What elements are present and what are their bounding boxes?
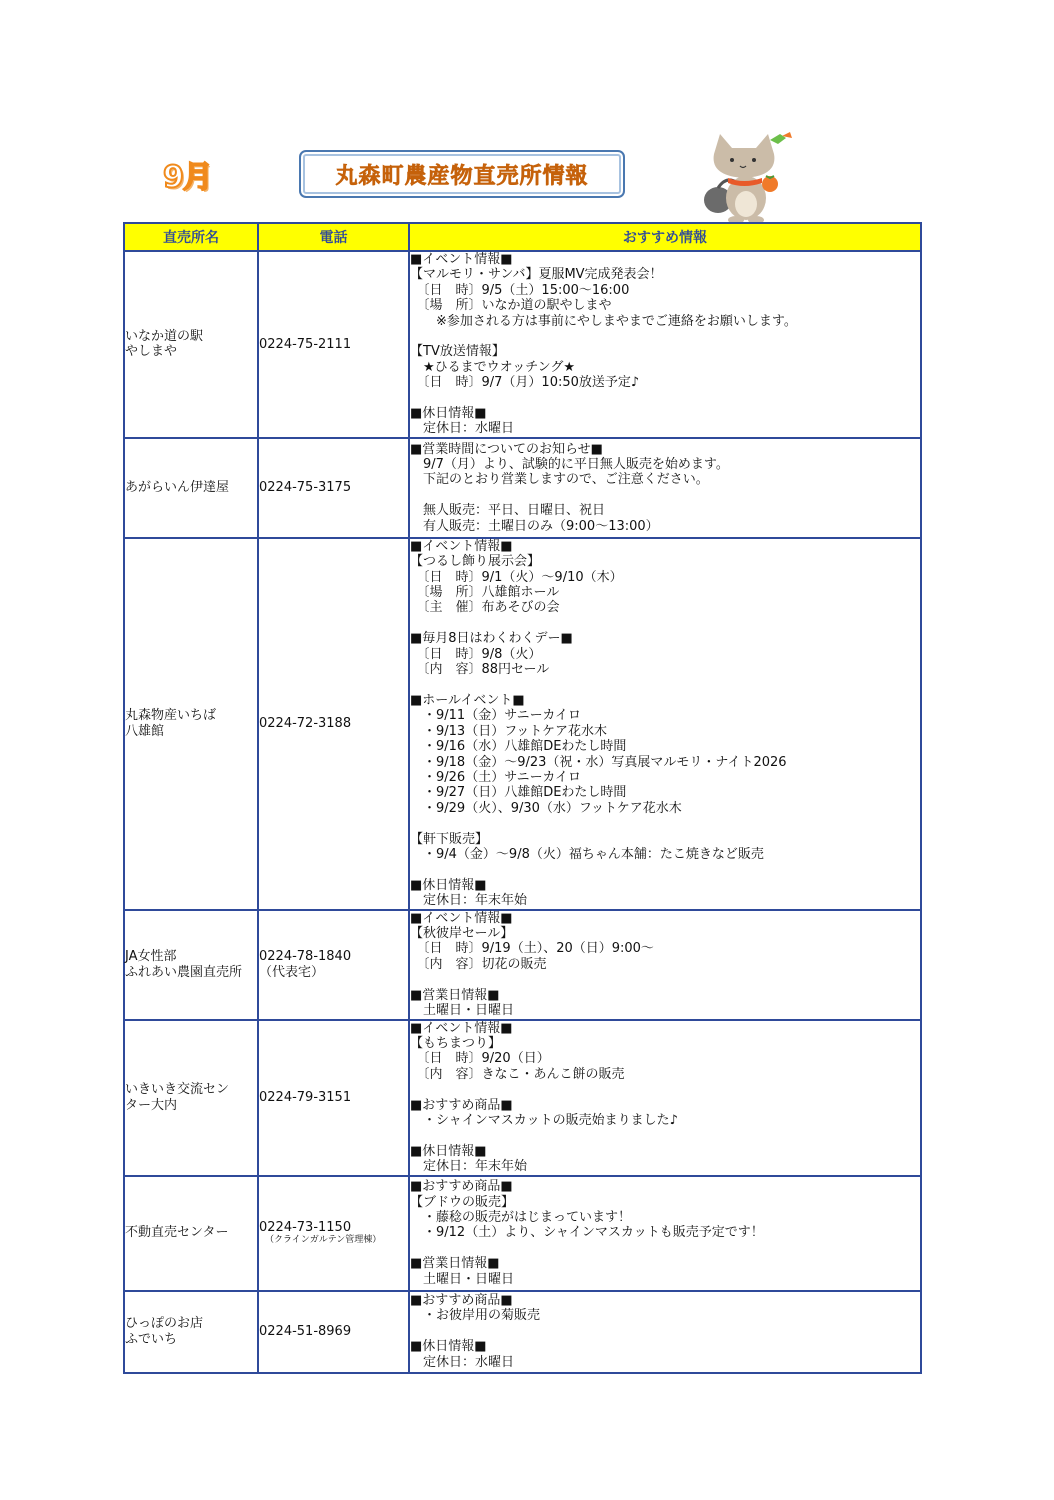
info-line: 定休日：年末年始 — [410, 1159, 528, 1175]
store-phone — [258, 251, 409, 438]
info-line: 土曜日・日曜日 — [410, 1003, 515, 1019]
store-phone — [258, 538, 409, 910]
info-line: 無人販売：平日、日曜日、祝日 — [410, 503, 606, 519]
column-header-info: おすすめ情報 — [409, 223, 921, 251]
info-line: ■イベント情報■ — [410, 252, 513, 267]
month-label: 9月 — [163, 160, 212, 195]
phone-number: 0224-75-3175 — [259, 480, 352, 496]
recommendation-info — [409, 251, 921, 438]
table-row — [124, 251, 921, 438]
info-line: ■休日情報■ — [410, 1339, 487, 1355]
info-line: 〔場 所〕いなか道の駅やしまや — [410, 298, 612, 314]
info-line: 9/7（月）より、試験的に平日無人販売を始めます。 — [410, 457, 729, 473]
store-name-line: ター大内 — [125, 1097, 178, 1113]
recommendation-info — [409, 1176, 921, 1291]
info-line: ・藤稔の販売がはじまっています！ — [410, 1209, 632, 1225]
info-line: ■毎月8日はわくわくデー■ — [410, 631, 573, 647]
store-name — [124, 251, 258, 438]
info-line: ■営業時間についてのお知らせ■ — [410, 441, 603, 457]
info-line — [410, 1324, 920, 1339]
info-line: 下記のとおり営業しますので、ご注意ください。 — [410, 472, 709, 488]
info-line: 〔日 時〕9/1（火）～9/10（木） — [410, 569, 623, 585]
info-line: ■おすすめ商品■ — [410, 1293, 513, 1309]
store-phone — [258, 1020, 409, 1176]
store-name — [124, 438, 258, 538]
store-name — [124, 1291, 258, 1373]
store-name-line: ふれあい農園直売所 — [125, 964, 243, 980]
page-title: 丸森町農産物直売所情報 — [335, 163, 589, 189]
info-line — [410, 862, 920, 877]
store-name-line: 不動直売センター — [125, 1225, 229, 1241]
info-line: 【秋彼岸セール】 — [410, 926, 514, 942]
column-header-phone: 電話 — [258, 223, 409, 251]
recommendation-info — [409, 1291, 921, 1373]
info-line: 〔日 時〕9/8（火） — [410, 646, 542, 662]
store-name-line: 八雄館 — [125, 723, 165, 739]
info-line: ・9/16（水）八雄館DEわたし時間 — [410, 739, 627, 755]
recommendation-info — [409, 438, 921, 538]
store-name-line: いなか道の駅 — [125, 329, 204, 345]
table-row — [124, 1176, 921, 1291]
info-line: 〔主 催〕布あそびの会 — [410, 600, 560, 616]
recommendation-info — [409, 910, 921, 1020]
info-line: 【つるし飾り展示会】 — [410, 554, 541, 570]
info-line: ■おすすめ商品■ — [410, 1179, 513, 1195]
phone-note: （代表宅） — [259, 964, 325, 980]
store-name-line: あがらいん伊達屋 — [125, 480, 230, 496]
info-line — [410, 1082, 920, 1097]
phone-number: 0224-79-3151 — [259, 1089, 352, 1105]
info-line: 有人販売：土曜日のみ（9:00～13:00） — [410, 518, 659, 534]
info-line: 定休日：年末年始 — [410, 893, 528, 909]
info-line: 【マルモリ・サンバ】夏服MV完成発表会！ — [410, 267, 663, 283]
table-row — [124, 1291, 921, 1373]
info-line: ■イベント情報■ — [410, 1020, 513, 1036]
info-line — [410, 329, 920, 344]
info-line: 【ブドウの販売】 — [410, 1194, 515, 1210]
store-name-line: JA女性部 — [125, 949, 177, 965]
table-header-row — [124, 223, 921, 251]
phone-number: 0224-51-8969 — [259, 1323, 352, 1339]
info-line — [410, 1241, 920, 1256]
table-row — [124, 910, 921, 1020]
title-banner — [299, 150, 625, 198]
info-line — [410, 488, 920, 503]
store-name-line: やしまや — [125, 344, 178, 360]
info-line — [410, 677, 920, 692]
info-line — [410, 1128, 920, 1143]
recommendation-info — [409, 538, 921, 910]
recommendation-info — [409, 1020, 921, 1176]
info-line: 〔日 時〕9/19（土）、20（日）9:00～ — [410, 941, 654, 957]
info-line: ■ホールイベント■ — [410, 692, 525, 708]
store-name — [124, 538, 258, 910]
info-line: ・9/13（日）フットケア花水木 — [410, 723, 608, 739]
store-info-table — [123, 222, 922, 1374]
table-row — [124, 1020, 921, 1176]
phone-number: 0224-78-1840 — [259, 949, 352, 965]
info-line: 定休日：水曜日 — [410, 1354, 515, 1370]
info-line: 定休日：水曜日 — [410, 421, 515, 437]
info-line — [410, 616, 920, 631]
info-line: ・9/18（金）～9/23（祝・水）写真展マルモリ・ナイト2026 — [410, 754, 787, 770]
info-line: 〔日 時〕9/7（月）10:50放送予定♪ — [410, 375, 640, 391]
store-phone — [258, 1176, 409, 1291]
info-line: ・9/4（金）～9/8（火）福ちゃん本舗：たこ焼きなど販売 — [410, 846, 764, 862]
info-line — [410, 816, 920, 831]
info-line — [410, 972, 920, 987]
store-name-line: 丸森物産いちば — [125, 708, 217, 724]
phone-number: 0224-73-1150 — [259, 1219, 352, 1235]
store-name-line: ひっぽのお店 — [125, 1316, 204, 1332]
column-header-store: 直売所名 — [124, 223, 258, 251]
store-phone — [258, 438, 409, 538]
phone-number: 0224-72-3188 — [259, 715, 352, 731]
info-line: ・9/27（日）八雄館DEわたし時間 — [410, 785, 627, 801]
store-name — [124, 910, 258, 1020]
phone-location-note: （クラインガルテン管理棟） — [265, 1235, 382, 1246]
info-line: 〔場 所〕八雄館ホール — [410, 585, 560, 601]
store-name — [124, 1020, 258, 1176]
info-line: ■休日情報■ — [410, 877, 487, 893]
table-row — [124, 438, 921, 538]
info-line: ・9/26（土）サニーカイロ — [410, 769, 582, 785]
info-line: ・お彼岸用の菊販売 — [410, 1308, 541, 1324]
store-phone — [258, 1291, 409, 1373]
store-phone — [258, 910, 409, 1020]
info-line: ※参加される方は事前にやしまやまでご連絡をお願いします。 — [410, 313, 797, 329]
info-line: 【軒下販売】 — [410, 831, 489, 847]
store-name — [124, 1176, 258, 1291]
info-line: 〔日 時〕9/20（日） — [410, 1051, 550, 1067]
info-line — [410, 391, 920, 406]
table-body — [124, 251, 921, 1373]
info-line: 〔内 容〕88円セール — [410, 662, 550, 678]
info-line: ■営業日情報■ — [410, 1256, 500, 1272]
info-line: 〔内 容〕切花の販売 — [410, 956, 547, 972]
info-line: ・シャインマスカットの販売始まりました♪ — [410, 1112, 678, 1128]
info-line: 土曜日・日曜日 — [410, 1271, 515, 1287]
info-line: ■営業日情報■ — [410, 987, 500, 1003]
info-line: ■休日情報■ — [410, 1143, 487, 1159]
table-row — [124, 538, 921, 910]
info-line: ・9/29（火）、9/30（水）フットケア花水木 — [410, 800, 682, 816]
info-line: 【もちまつり】 — [410, 1035, 502, 1051]
info-line: ★ひるまでウオッチング★ — [410, 359, 576, 375]
cat-mascot-icon — [696, 128, 796, 224]
info-line: ■イベント情報■ — [410, 538, 513, 554]
info-line: ■休日情報■ — [410, 406, 487, 422]
info-line: ・9/11（金）サニーカイロ — [410, 708, 582, 724]
info-line: ・9/12（土）より、シャインマスカットも販売予定です！ — [410, 1225, 764, 1241]
store-name-line: ふでいち — [125, 1331, 178, 1347]
info-line: 〔内 容〕きなこ・あんこ餅の販売 — [410, 1066, 625, 1082]
store-name-line: いきいき交流セン — [125, 1082, 230, 1098]
info-line: ■イベント情報■ — [410, 910, 513, 926]
phone-number: 0224-75-2111 — [259, 336, 352, 352]
info-line: 【TV放送情報】 — [410, 344, 505, 360]
info-line: 〔日 時〕9/5（土）15:00～16:00 — [410, 282, 630, 298]
info-line: ■おすすめ商品■ — [410, 1097, 513, 1113]
